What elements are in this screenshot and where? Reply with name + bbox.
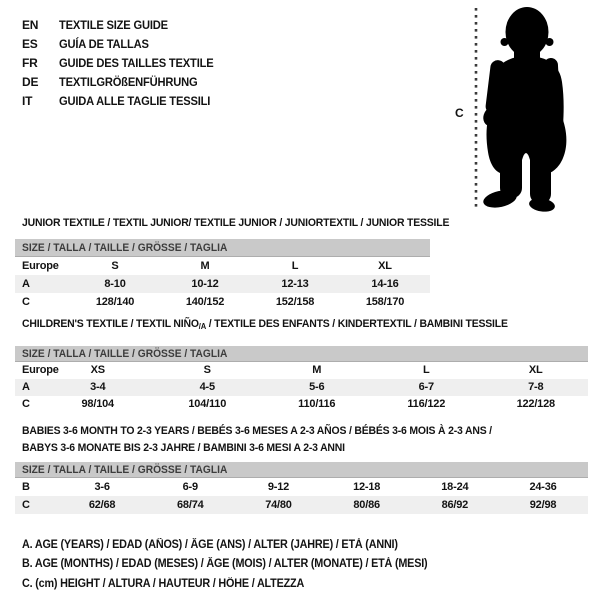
footnote-a: A. AGE (YEARS) / EDAD (AÑOS) / ÂGE (ANS) / ALTER (JAHRE) / ETÀ (ANNI)	[22, 539, 398, 551]
height-measure-label: C	[455, 106, 464, 120]
table-row-age-years	[15, 275, 430, 293]
cell-value: 3-6	[94, 481, 110, 493]
toddler-silhouette-figure	[450, 0, 595, 220]
row-label: B	[22, 481, 30, 493]
cell-value: 68/74	[177, 499, 204, 511]
junior-size-table	[15, 239, 430, 311]
row-label: Europe	[22, 364, 59, 376]
cell-value: S	[203, 364, 211, 376]
cell-value: 10-12	[191, 278, 219, 290]
cell-value: XL	[528, 364, 543, 376]
guide-title-de: TEXTILGRÖßENFÜHRUNG	[59, 75, 198, 89]
cell-value: XL	[378, 260, 392, 272]
cell-value: 152/158	[275, 296, 315, 308]
row-label: C	[22, 398, 30, 410]
title-text: CHILDREN'S TEXTILE / TEXTIL NIÑO	[22, 318, 199, 330]
row-label: Europe	[22, 260, 59, 272]
table-row-age-years	[15, 379, 588, 396]
cell-value: 7-8	[528, 381, 544, 393]
row-label: C	[22, 296, 30, 308]
cell-value: 9-12	[267, 481, 290, 493]
size-header-row	[15, 462, 588, 478]
size-header-row	[15, 346, 588, 362]
table-row-europe	[15, 362, 588, 379]
cell-value: 116/122	[407, 398, 446, 410]
size-header-text: SIZE / TALLA / TAILLE / GRÖSSE / TAGLIA	[22, 347, 228, 360]
title-subscript: /A	[198, 322, 207, 331]
cell-value: 8-10	[104, 278, 126, 290]
guide-title-fr: GUIDE DES TAILLES TEXTILE	[59, 56, 214, 70]
cell-value: 74/80	[265, 499, 292, 511]
header-line-it	[22, 92, 225, 111]
cell-value: 98/104	[81, 398, 114, 410]
guide-title-es: GUÍA DE TALLAS	[59, 37, 149, 51]
children-size-table	[15, 346, 588, 413]
babies-size-table	[15, 462, 588, 514]
cell-value: XS	[90, 364, 105, 376]
cell-value: 12-13	[281, 278, 309, 290]
footnote-c: C. (cm) HEIGHT / ALTURA / HAUTEUR / HÖHE / ALTEZZA	[22, 577, 305, 590]
guide-title-en: TEXTILE SIZE GUIDE	[59, 18, 168, 32]
cell-value: 12-18	[353, 481, 381, 493]
lang-code: IT	[22, 94, 33, 108]
row-label: C	[22, 499, 30, 511]
cell-value: 3-4	[90, 381, 106, 393]
cell-value: 128/140	[95, 296, 135, 308]
table-row-height	[15, 293, 430, 311]
cell-value: 86/92	[441, 499, 469, 511]
cell-value: 158/170	[365, 296, 405, 308]
table-row-height	[15, 396, 588, 413]
cell-value: 14-16	[371, 278, 399, 290]
table-row-europe	[15, 257, 430, 275]
header-line-en	[22, 16, 225, 35]
lang-code: DE	[22, 75, 39, 89]
title-line-1: BABIES 3-6 MONTH TO 2-3 YEARS / BEBÉS 3-6 MESES A 2-3 AÑOS / BÉBÉS 3-6 MOIS À 2-3 ANS /	[22, 425, 492, 437]
table-row-age-months	[15, 478, 588, 496]
cell-value: 140/152	[185, 296, 225, 308]
title-line-2: BABYS 3-6 MONATE BIS 2-3 JAHRE / BAMBINI 3-6 MESI A 2-3 ANNI	[22, 441, 345, 454]
cell-value: M	[312, 364, 322, 376]
toddler-silhouette-icon	[479, 7, 566, 213]
title-text: / TEXTILE DES ENFANTS / KINDERTEXTIL / BAMBINI TESSILE	[206, 318, 508, 330]
table-row-height	[15, 496, 588, 514]
babies-table-title	[22, 423, 492, 456]
header-line-fr	[22, 54, 225, 73]
cell-value: 6-7	[418, 381, 434, 393]
cell-value: M	[200, 260, 210, 272]
size-header-text: SIZE / TALLA / TAILLE / GRÖSSE / TAGLIA	[22, 463, 228, 476]
cell-value: 122/128	[516, 398, 555, 410]
cell-value: 104/110	[188, 398, 227, 410]
cell-value: 18-24	[441, 481, 469, 493]
lang-code: EN	[22, 18, 39, 32]
cell-value: 5-6	[309, 381, 325, 393]
cell-value: 62/68	[88, 499, 116, 511]
cell-value: 110/116	[298, 398, 336, 410]
cell-value: 4-5	[199, 381, 215, 393]
lang-code: FR	[22, 56, 38, 70]
cell-value: L	[422, 364, 430, 376]
children-table-title	[22, 318, 508, 331]
cell-value: 80/86	[353, 499, 380, 511]
footnote-b: B. AGE (MONTHS) / EDAD (MESES) / ÂGE (MOIS) / ALTER (MONATE) / ETÀ (MESI)	[22, 558, 428, 571]
row-label: A	[22, 278, 30, 290]
cell-value: 24-36	[529, 481, 557, 493]
cell-value: 92/98	[529, 499, 557, 511]
language-header	[22, 16, 225, 111]
header-line-es	[22, 35, 225, 54]
lang-code: ES	[22, 37, 38, 51]
row-label: A	[22, 381, 30, 393]
size-header-text: SIZE / TALLA / TAILLE / GRÖSSE / TAGLIA	[22, 241, 228, 254]
junior-table-title: JUNIOR TEXTILE / TEXTIL JUNIOR/ TEXTILE JUNIOR / JUNIORTEXTIL / JUNIOR TESSILE	[22, 217, 450, 229]
cell-value: 6-9	[182, 481, 198, 493]
header-line-de	[22, 73, 225, 92]
guide-title-it: GUIDA ALLE TAGLIE TESSILI	[59, 94, 211, 108]
size-header-row	[15, 239, 430, 257]
legend-footnotes	[22, 536, 453, 594]
cell-value: L	[291, 260, 299, 272]
cell-value: S	[111, 260, 119, 272]
